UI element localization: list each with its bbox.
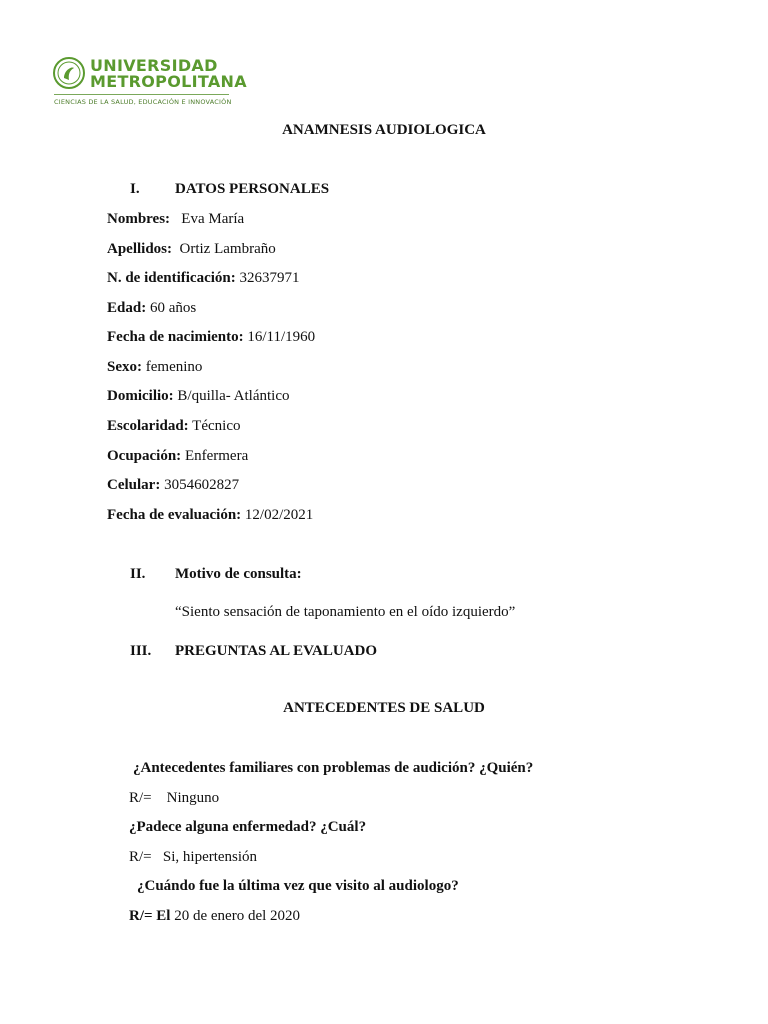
section-2-heading: Motivo de consulta: — [175, 566, 302, 582]
field-label: Edad: — [107, 300, 147, 316]
field-value: femenino — [145, 359, 203, 375]
field-escolaridad — [107, 417, 240, 435]
field-value: 3054602827 — [164, 477, 240, 493]
answer-family-history — [129, 789, 219, 807]
section-1-number: I. — [130, 181, 140, 197]
field-fecha-nacimiento — [107, 328, 315, 346]
university-logo — [52, 54, 247, 110]
field-fecha-evaluacion — [107, 506, 313, 524]
question-illness: ¿Padece alguna enfermedad? ¿Cuál? — [129, 819, 367, 835]
field-label: Nombres: — [107, 211, 171, 227]
field-value: Técnico — [192, 418, 241, 434]
answer-prefix: R/= El — [129, 908, 171, 924]
field-label: Escolaridad: — [107, 418, 189, 434]
field-label: Fecha de evaluación: — [107, 507, 242, 523]
field-value: Eva María — [181, 211, 245, 227]
section-2-number: II. — [130, 566, 146, 582]
field-value: B/quilla- Atlántico — [177, 388, 290, 404]
logo-tagline: CIENCIAS DE LA SALUD, EDUCACIÓN E INNOVACIÓN — [54, 98, 232, 106]
section-1-heading: DATOS PERSONALES — [175, 181, 330, 197]
field-value: Ortiz Lambraño — [179, 241, 276, 257]
section-3-number: III. — [130, 643, 152, 659]
answer-illness — [129, 848, 257, 866]
field-identificacion — [107, 269, 300, 287]
logo-line-2: METROPOLITANA — [90, 72, 247, 91]
field-label: Fecha de nacimiento: — [107, 329, 244, 345]
university-seal-icon — [52, 56, 86, 90]
logo-line-1: UNIVERSIDAD — [90, 56, 218, 75]
field-label: Domicilio: — [107, 388, 174, 404]
answer-prefix: R/= — [129, 849, 152, 865]
field-label: Celular: — [107, 477, 161, 493]
field-value: 12/02/2021 — [244, 507, 314, 523]
field-value: Enfermera — [184, 448, 249, 464]
answer-prefix: R/= — [129, 790, 152, 806]
field-label: Ocupación: — [107, 448, 182, 464]
field-label: N. de identificación: — [107, 270, 236, 286]
field-nombres — [107, 210, 244, 228]
answer-last-visit — [129, 907, 300, 925]
field-ocupacion — [107, 447, 248, 465]
answer-text: 20 de enero del 2020 — [174, 908, 301, 924]
field-sexo — [107, 358, 202, 376]
health-history-heading: ANTECEDENTES DE SALUD — [283, 700, 485, 716]
field-value: 32637971 — [239, 270, 300, 286]
answer-text: Ninguno — [166, 790, 220, 806]
field-label: Apellidos: — [107, 241, 173, 257]
consult-reason-quote: “Siento sensación de taponamiento en el oído izquierdo” — [175, 604, 516, 620]
field-label: Sexo: — [107, 359, 142, 375]
logo-divider — [54, 94, 229, 95]
section-3-heading: PREGUNTAS AL EVALUADO — [175, 643, 377, 659]
field-value: 16/11/1960 — [247, 329, 316, 345]
question-family-history: ¿Antecedentes familiares con problemas de audición? ¿Quién? — [133, 760, 534, 776]
answer-text: Si, hipertensión — [162, 849, 258, 865]
field-apellidos — [107, 240, 276, 258]
question-last-visit: ¿Cuándo fue la última vez que visito al audiologo? — [137, 878, 459, 894]
field-edad — [107, 299, 196, 317]
field-celular — [107, 476, 239, 494]
document-title: ANAMNESIS AUDIOLOGICA — [282, 122, 486, 138]
field-domicilio — [107, 387, 289, 405]
field-value: 60 años — [149, 300, 197, 316]
